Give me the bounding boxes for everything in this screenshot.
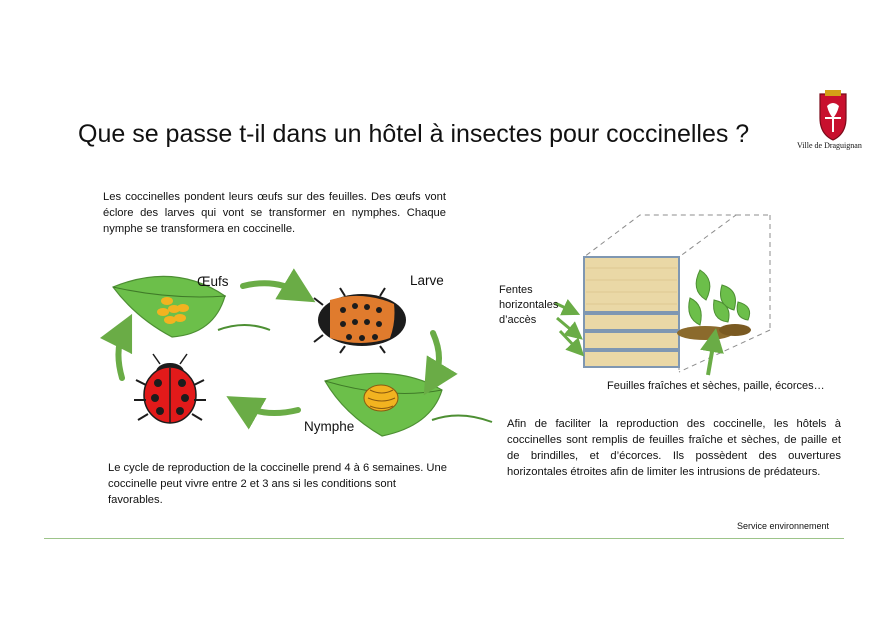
page-title: Que se passe t-il dans un hôtel à insectes pour coccinelles ?: [78, 120, 750, 148]
arrow-eggs-to-larva: [243, 283, 300, 293]
footer-service: Service environnement: [737, 521, 830, 531]
footer-divider: [44, 538, 844, 539]
larva-label: Larve: [410, 273, 444, 288]
arrow-nymph-to-ladybug: [242, 405, 298, 413]
logo-caption: Ville de Draguignan: [797, 141, 862, 150]
nymph-label: Nymphe: [304, 419, 355, 434]
intro-paragraph: Les coccinelles pondent leurs œufs sur des feuilles. Des œufs vont éclore des larves qui vont se transformer en nymphes. Chaque nymphe se transformera en coccinelle.: [103, 191, 446, 235]
access-slots-label: Fentes horizontales d’accès: [499, 284, 559, 326]
access-slot: [584, 332, 679, 349]
arrow-ladybug-to-eggs: [118, 330, 124, 378]
ladybug-icon: [134, 354, 206, 423]
cycle-paragraph: Le cycle de reproduction de la coccinelle prend 4 à 6 semaines. Une coccinelle peut vivre entre 2 et 3 ans si les conditions sont favorables.: [108, 462, 447, 506]
eggs-label: Œufs: [197, 274, 229, 289]
arrow-larva-to-nymph: [433, 333, 439, 380]
hotel-paragraph: Afin de faciliter la reproduction des coccinelle, les hôtels à coccinelles sont remplis de feuilles fraîche et sèches, de paille et de brindilles, et d’écorces. Ils possèdent des ouvertures horizontales étroites afin de limiter les intrusions de prédateurs.: [507, 418, 841, 478]
larva-icon: [314, 288, 406, 353]
hotel-contents-label: Feuilles fraîches et sèches, paille, écorces…: [607, 380, 825, 392]
access-slot: [584, 314, 679, 330]
access-slot: [584, 351, 679, 367]
insect-hotel-diagram: [555, 215, 770, 375]
